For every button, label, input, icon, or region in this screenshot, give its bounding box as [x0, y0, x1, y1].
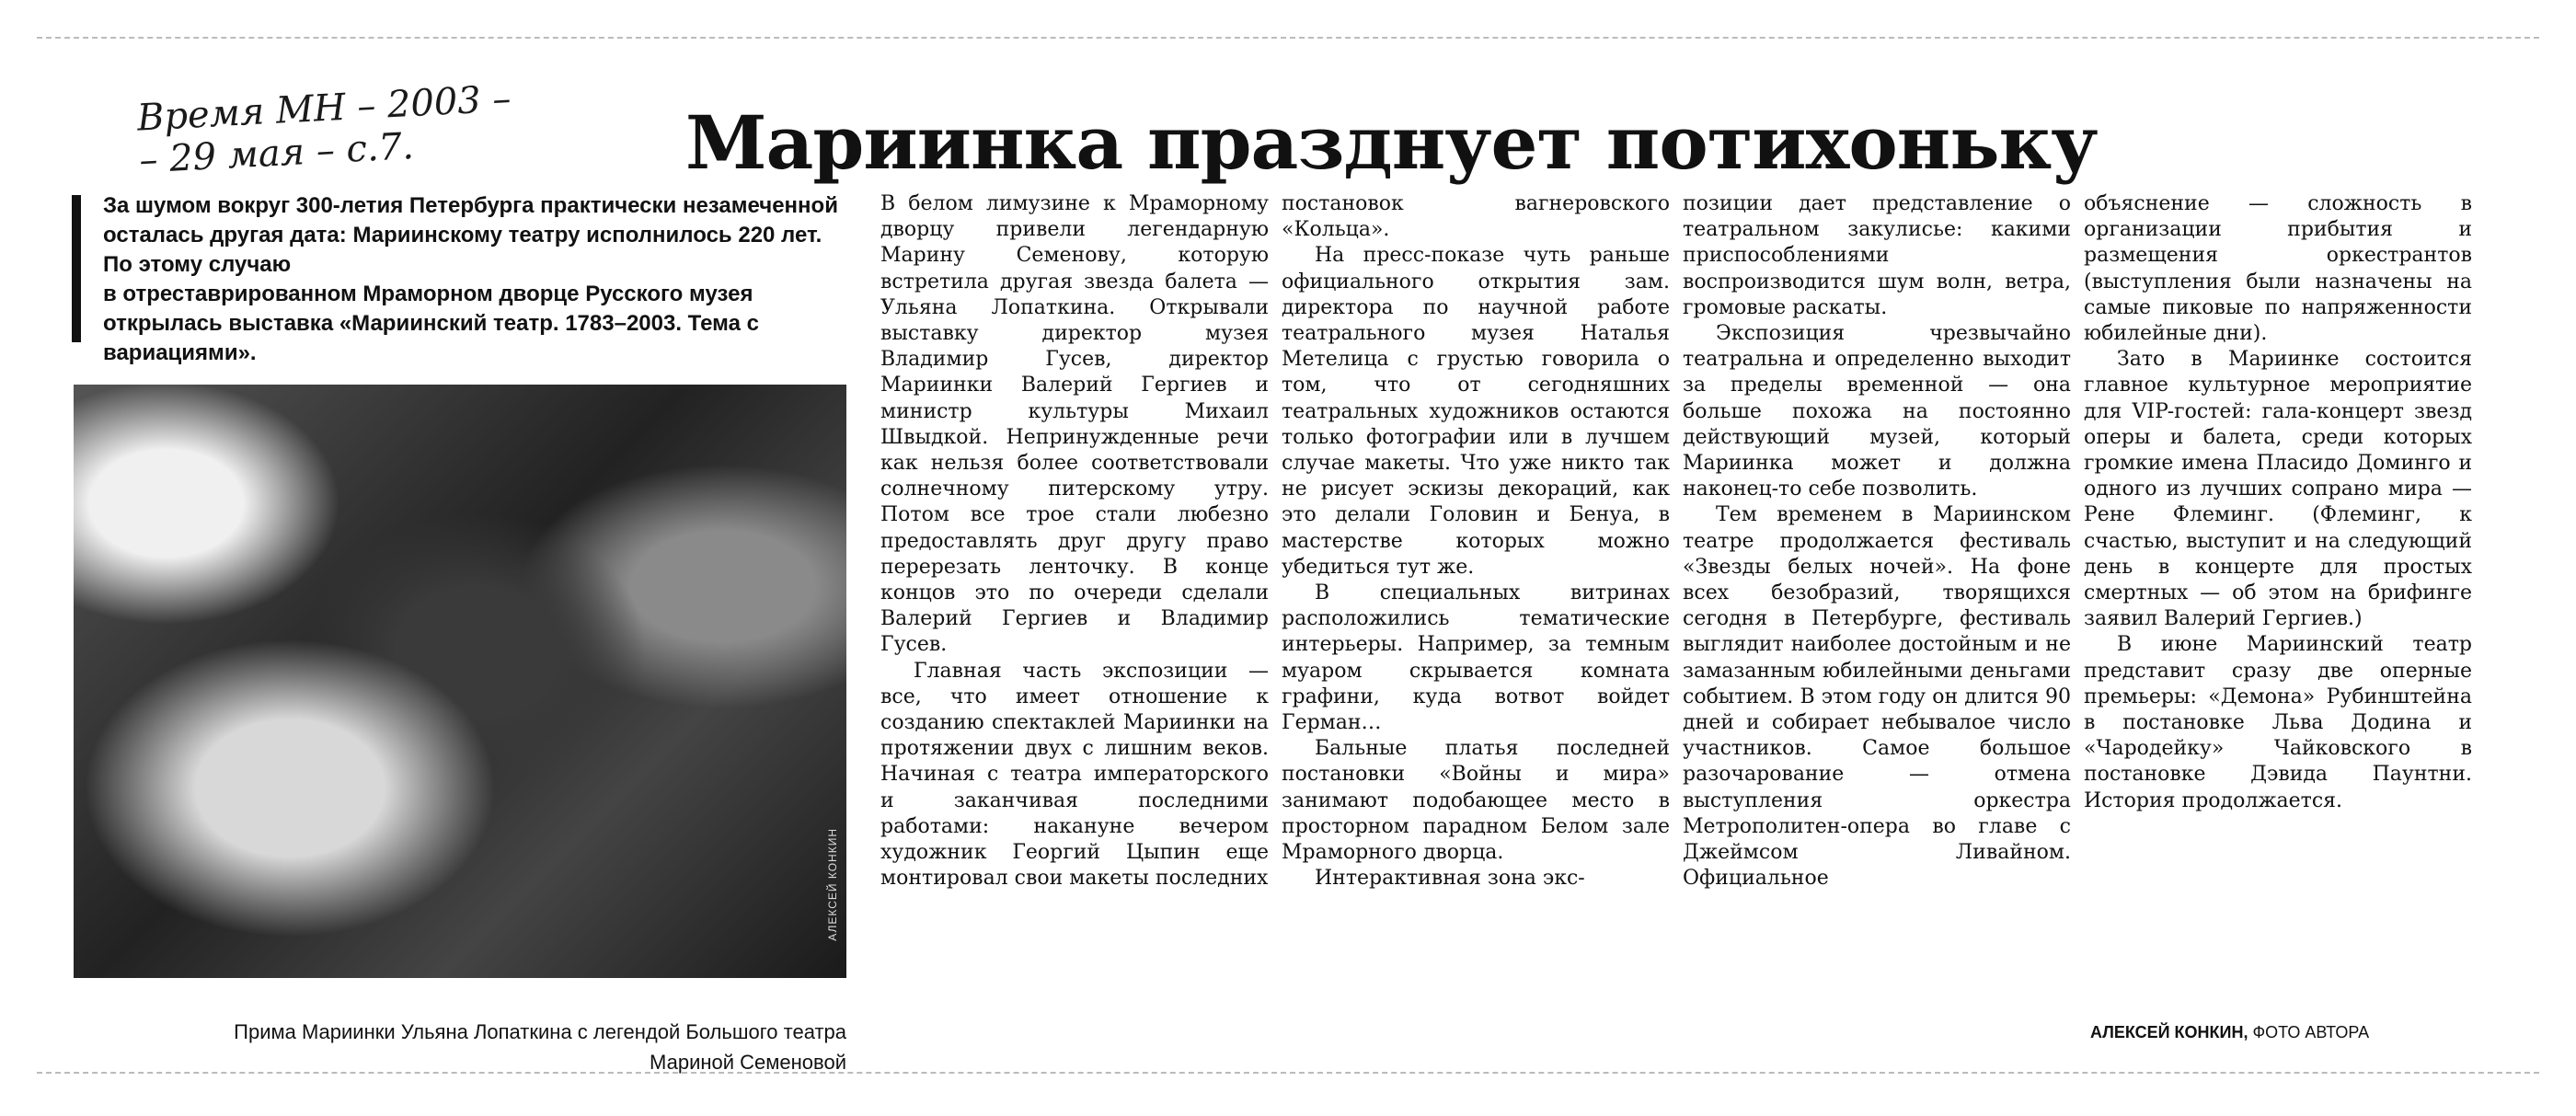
paragraph: Бальные платья последней постановки «Войны и мира» занимают подобающее место в просторном парадном Белом зале Мраморного дворца.: [1282, 737, 1670, 865]
paragraph: Зато в Мариинке состоится главное культурное мероприятие для VIP-гостей: гала-концерт звезд оперы и балета, среди которых громкие имена Пласидо Доминго и одного из лучших сопрано мира — Рене Флеминг. (Флеминг, к счастью, выступит и на следующий день в концерте для простых смертных — об этом на брифинге заявил Валерий Гергиев.): [2084, 348, 2472, 631]
paragraph: постановок вагнеровского «Кольца».: [1282, 192, 1670, 242]
photo-credit: АЛЕКСЕЙ КОНКИН: [826, 828, 839, 941]
photo-caption: [166, 1017, 846, 1077]
headline: Мариинка празднует потихоньку: [685, 99, 2098, 186]
paragraph: На пресс-показе чуть раньше официального открытия зам. директора по научной работе театрального музея Наталья Метелица с грустью говорила о том, что от сегодняшних театральных художников остаются только фотографии или в лучшем случае макеты. Что уже никто так не рисует эскизы декораций, как это делали Головин и Бенуа, в мастерстве которых можно убедиться тут же.: [1282, 244, 1670, 579]
lead-line-1: За шумом вокруг 300-летия Петербурга практически незамеченной осталась другая дата: Мариинскому театру исполнилось 220 лет. По этому случаю: [103, 193, 838, 277]
article-column-1: [880, 191, 1269, 892]
paragraph: В белом лимузине к Мраморному дворцу привели легендарную Марину Семенову, которую встретила другая звезда балета — Ульяна Лопаткина. Открывали выставку директор музея Владимир Гусев, директор Мариинки Валерий Гергиев и министр культуры Михаил Швыдкой. Непринужденные речи как нельзя более соответствовали солнечному питерскому утру. Потом все трое стали любезно предоставлять друг другу право перерезать ленточку. В конце концов это по очереди сделали Валерий Гергиев и Владимир Гусев.: [880, 192, 1269, 657]
paragraph: Интерактивная зона экс-: [1315, 867, 1585, 891]
top-cut-edge: [37, 37, 2539, 39]
byline-author: АЛЕКСЕЙ КОНКИН,: [2090, 1023, 2248, 1041]
article-photo: [74, 385, 846, 978]
article-column-4: [2084, 191, 2472, 814]
article-column-3: [1683, 191, 2071, 892]
caption-line-2: Мариной Семеновой: [650, 1051, 846, 1074]
article-column-2: [1282, 191, 1670, 892]
handwritten-note: Время МН – 2003 – – 29 мая – с.7.: [135, 77, 512, 182]
byline-note: ФОТО АВТОРА: [2252, 1023, 2370, 1041]
paragraph: В июне Мариинский театр представит сразу две оперные премьеры: «Демона» Рубинштейна в постановке Льва Додина и «Чародейку» Чайковского в постановке Дэвида Паунтни. История продолжается.: [2084, 633, 2472, 812]
paragraph: Экспозиция чрезвычайно театральна и определенно выходит за пределы временной — она больше похожа на постоянно действующий музей, который Мариинка может и должна наконец-то себе позволить.: [1683, 322, 2071, 501]
paragraph: позиции дает представление о театральном закулисье: какими приспособлениями воспроизводится шум волн, ветра, громовые раскаты.: [1683, 192, 2071, 319]
paragraph: объяснение — сложность в организации прибытия и размещения оркестрантов (выступления были назначены на самые пиковые по напряженности юбилейные дни).: [2084, 192, 2472, 346]
lead-paragraph: [103, 191, 853, 368]
caption-line-1: Прима Мариинки Ульяна Лопаткина с легендой Большого театра: [234, 1020, 846, 1043]
paragraph: Тем временем в Мариинском театре продолжается фестиваль «Звезды белых ночей». На фоне всех безобразий, творящихся сегодня в Петербурге, фестиваль выглядит наиболее достойным и не замазанным юбилейными деньгами событием. В этом году он длится 90 дней и собирает небывалое число участников. Самое большое разочарование — отмена выступления оркестра Метрополитен-опера во главе с Джеймсом Ливайном. Официальное: [1683, 503, 2071, 891]
paragraph: В специальных витринах расположились тематические интерьеры. Например, за темным муаром скрывается комната графини, куда вотвот войдет Герман…: [1282, 581, 1670, 735]
lead-line-2: в отреставрированном Мраморном дворце Русского музея открылась выставка «Мариинский театр. 1783–2003. Тема с вариациями».: [103, 282, 759, 365]
paragraph: Главная часть экспозиции — все, что имеет отношение к созданию спектаклей Мариинки на протяжении двух с лишним веков. Начиная с театра императорского и заканчивая последними работами: накануне вечером художник Георгий Цыпин еще монтировал свои макеты последних: [880, 659, 1269, 891]
byline: [2090, 1023, 2369, 1042]
lead-bar: [72, 195, 81, 342]
